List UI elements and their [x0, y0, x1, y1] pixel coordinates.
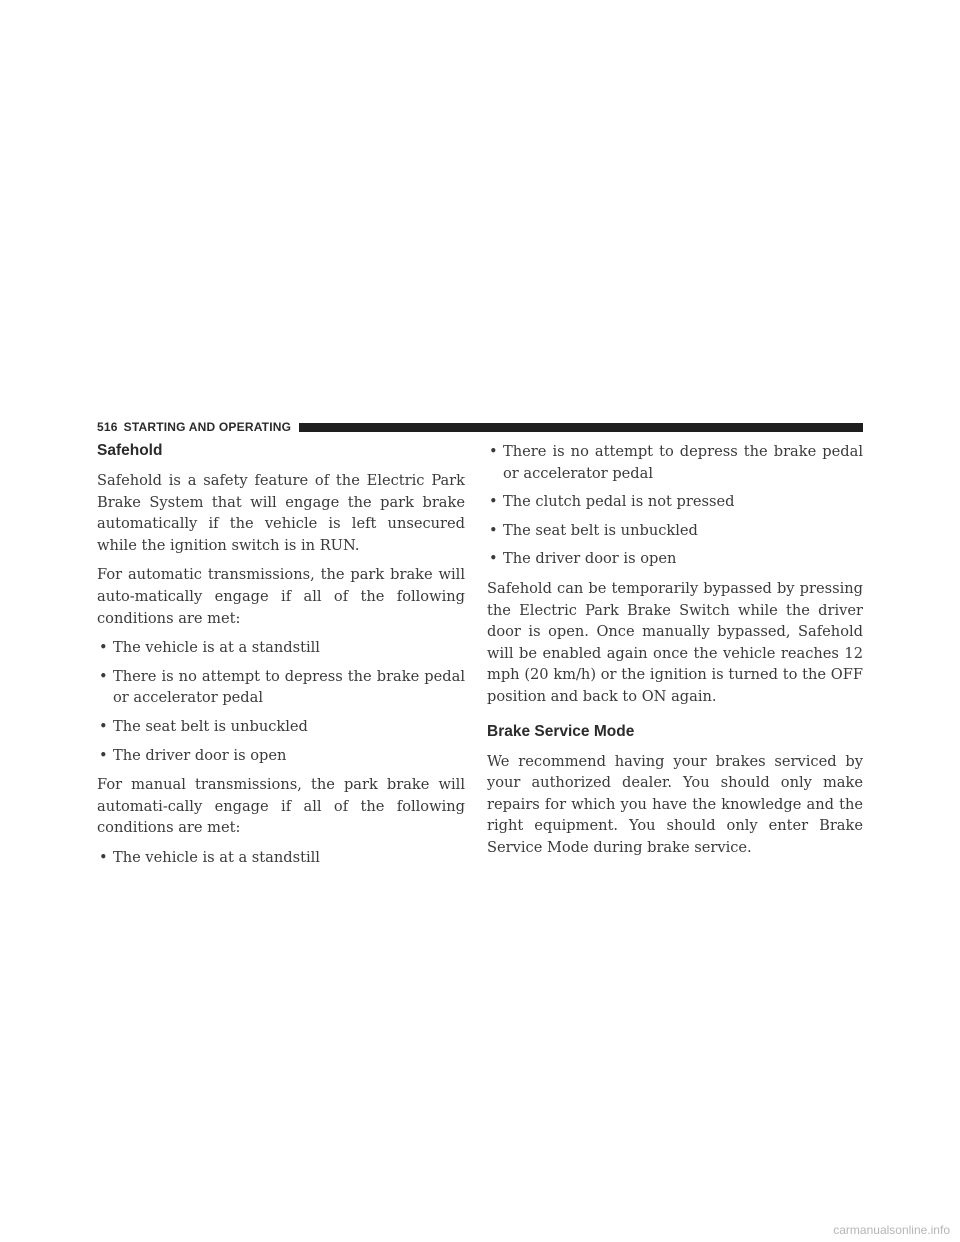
- list-item: • The vehicle is at a standstill: [97, 637, 465, 659]
- bullet-icon: •: [99, 639, 108, 657]
- list-item: • The seat belt is unbuckled: [487, 520, 863, 542]
- list-item: • The driver door is open: [97, 745, 465, 767]
- list-item: • The driver door is open: [487, 548, 863, 570]
- service-paragraph: We recommend having your brakes serviced by your authorized dealer. You should only make repairs for which you have the knowledge and the right equipment. You should only enter Brake Service Mode during brake service.: [487, 752, 863, 856]
- left-column: [97, 441, 465, 877]
- automatic-intro: For automatic transmissions, the park brake will auto-matically engage if all of the following conditions are met:: [97, 566, 465, 627]
- bullet-icon: •: [99, 746, 108, 764]
- list-item: • The vehicle is at a standstill: [97, 847, 465, 869]
- section-title: STARTING AND OPERATING: [123, 420, 292, 434]
- list-item: • The seat belt is unbuckled: [97, 716, 465, 738]
- manual-intro: For manual transmissions, the park brake will automati-cally engage if all of the following conditions are met:: [97, 776, 465, 837]
- list-item: • The clutch pedal is not pressed: [487, 491, 863, 513]
- header-rule: [299, 423, 863, 432]
- manual-conditions-list-continued: [487, 441, 863, 570]
- page-header: [97, 419, 863, 435]
- bypass-paragraph: Safehold can be temporarily bypassed by pressing the Electric Park Brake Switch while the driver door is open. Once manually bypassed, Safehold will be enabled again once the vehicle reaches 12 mph (20 km/h) or the ignition is turned to the OFF position and back to ON again.: [487, 579, 863, 705]
- brake-service-heading: Brake Service Mode: [487, 722, 635, 740]
- automatic-conditions-list: [97, 637, 465, 766]
- list-item: • There is no attempt to depress the brake pedal or accelerator pedal: [489, 443, 863, 482]
- bullet-icon: •: [489, 493, 498, 511]
- manual-conditions-list: [97, 847, 465, 869]
- safehold-intro: Safehold is a safety feature of the Electric Park Brake System that will engage the park brake automatically if the vehicle is left unsecured while the ignition switch is in RUN.: [97, 472, 465, 554]
- bullet-icon: •: [489, 443, 498, 460]
- bullet-icon: •: [99, 667, 108, 685]
- right-column: [487, 441, 863, 867]
- bullet-icon: •: [489, 550, 498, 568]
- bullet-icon: •: [99, 717, 108, 735]
- list-item: • There is no attempt to depress the brake pedal or accelerator pedal: [99, 667, 465, 707]
- watermark-text: carmanualsonline.info: [833, 1223, 950, 1237]
- safehold-heading: Safehold: [97, 442, 163, 459]
- page-number: 516: [97, 420, 118, 434]
- bullet-icon: •: [489, 521, 498, 539]
- bullet-icon: •: [99, 848, 108, 866]
